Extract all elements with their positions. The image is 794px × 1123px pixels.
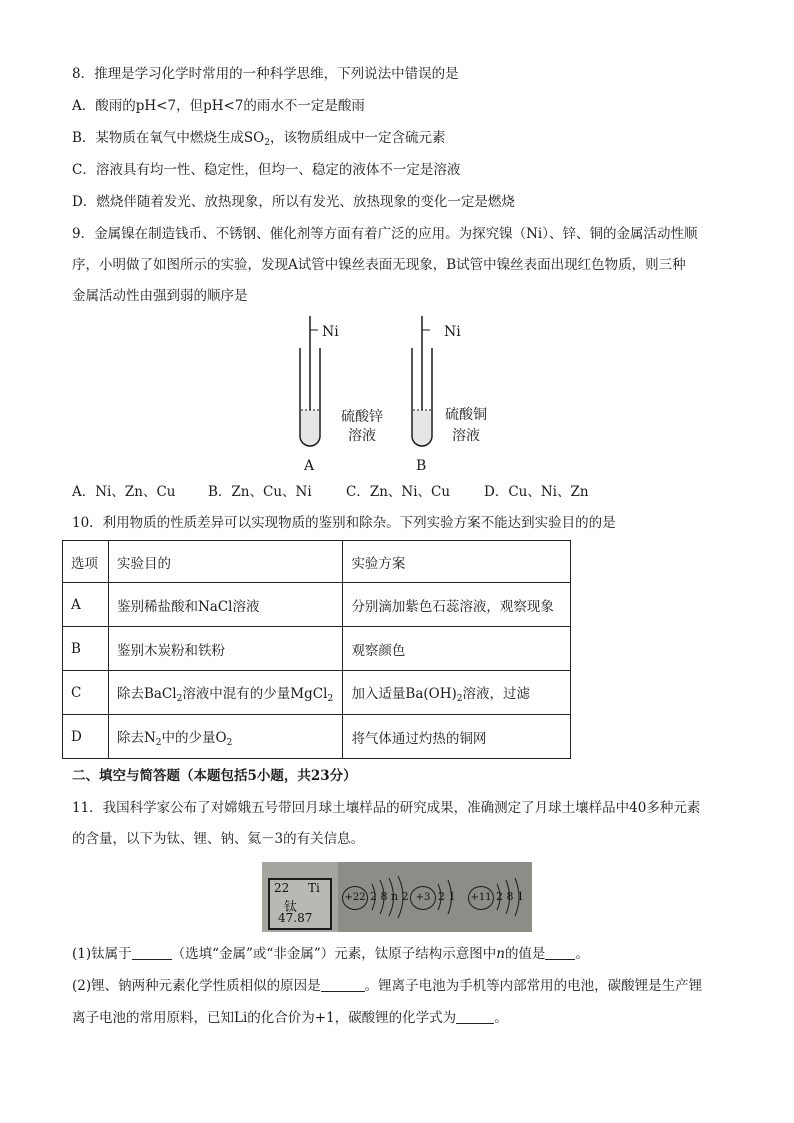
table-cell-goal: 鉴别稀盐酸和NaCl溶液 [108,583,342,627]
tube-a-label: A [304,458,315,474]
q9-option-c: C．Zn、Ni、Cu [346,484,451,500]
table-row [63,671,571,715]
tube-b-solution-label-2: 溶液 [452,428,480,444]
q9-option-b: B．Zn、Cu、Ni [208,484,312,500]
q8-option-b [72,128,445,153]
tube-b-solution [413,410,431,445]
nucleus-ti: +22 [342,886,368,910]
part-2-text: (2)锂、钠两种元素化学性质相似的原因是 [72,978,321,994]
answer-blank-2[interactable] [545,945,575,960]
shell-arc-na-3 [515,878,519,916]
q11-part-1 [72,944,589,964]
table-cell-goal [108,671,342,715]
shell-arc-na-1 [497,884,500,910]
electron-shell-arcs [262,862,532,932]
table-cell-option: C [63,671,109,715]
table-cell-plan: 将气体通过灼热的铜网 [343,715,571,759]
shell-arc-ti-1 [372,884,375,910]
part-2-text-end: 。锂离子电池为手机等内部常用的电池，碳酸锂是生产锂 [364,978,703,994]
answer-blank-3[interactable] [321,977,365,992]
tube-b [412,316,487,474]
part-1-text-mid: （选填“金属”或“非金属”）元素，钛原子结构示意图中 [171,946,497,962]
q8-option-b-text: B．某物质在氧气中燃烧生成SO [72,130,265,146]
q11-stem-line-2: 的含量，以下为钛、锂、钠、氦－3的有关信息。 [72,831,365,847]
q8-option-a: A．酸雨的pH<7，但pH<7的雨水不一定是酸雨 [72,98,365,114]
table-cell-plan: 分别滴加紫色石蕊溶液，观察现象 [343,583,571,627]
plan-text-end: 溶液，过滤 [462,685,531,702]
q8-option-d: D．燃烧伴随着发光、放热现象，所以有发光、放热现象的变化一定是燃烧 [72,194,515,210]
test-tube-figure [280,310,510,480]
table-cell-option: D [63,715,109,759]
q8-option-c: C．溶液具有均一性、稳定性，但均一、稳定的液体不一定是溶液 [72,162,461,178]
q8-option-b-subscript: 2 [264,138,270,148]
part-2-period: 。 [494,1010,508,1026]
atomic-mass: 47.87 [278,911,313,925]
q9-option-d: D．Cu、Ni、Zn [484,484,589,500]
goal-text-mid: 溶液中混有的少量MgCl [182,685,328,702]
atomic-number: 22 [274,881,290,895]
table-row [63,627,571,671]
tube-b-label: B [416,458,427,474]
table-cell-goal [108,715,342,759]
q9-stem-line-1: 9．金属镍在制造钱币、不锈钢、催化剂等方面有着广泛的应用。为探究镍（Ni）、锌、铜的金属活动性顺 [72,226,698,242]
shells-li: 2 1 [438,890,456,903]
q9-stem-line-2: 序，小明做了如图所示的实验，发现A试管中镍丝表面无现象，B试管中镍丝表面出现红色物质，则三种 [72,257,686,273]
q10-table [62,540,571,759]
q9-stem-line-3: 金属活动性由强到弱的顺序是 [72,288,248,304]
q8-stem: 8．推理是学习化学时常用的一种科学思维，下列说法中错误的是 [72,66,459,82]
table-cell-plan [343,671,571,715]
shell-arc-ti-4 [398,876,403,918]
goal-text: 除去N [116,729,156,746]
table-header-goal: 实验目的 [108,541,342,583]
q11-stem-line-1: 11．我国科学家公布了对嫦娥五号带回月球土壤样品的研究成果，准确测定了月球土壤样品中40多种元素 [72,800,701,816]
shell-arc-li-2 [448,880,452,914]
q11-part-2-cont [72,1008,508,1028]
answer-blank-1[interactable] [132,945,172,960]
tube-a-solution-label-2: 溶液 [348,428,376,444]
part-1-text: (1)钛属于 [72,946,132,962]
tube-a-solution [301,410,319,445]
goal-text-mid: 中的少量O [161,729,227,746]
table-row [63,583,571,627]
table-header-plan: 实验方案 [343,541,571,583]
part-1-period: 。 [575,946,589,962]
shells-ti: 2 8 n 2 [370,890,409,903]
q11-part-2 [72,976,702,996]
element-name: 钛 [284,900,298,915]
shell-arc-li-1 [438,884,441,910]
shell-arc-na-2 [506,880,510,914]
shell-arc-ti-3 [389,878,394,916]
table-cell-option: A [63,583,109,627]
table-cell-plan: 观察颜色 [343,627,571,671]
table-header-row [63,541,571,583]
goal-subscript-2: 2 [327,693,334,704]
element-symbol: Ti [308,881,320,895]
plan-text: 加入适量Ba(OH) [351,685,457,702]
q9-option-a: A．Ni、Zn、Cu [72,484,176,500]
goal-subscript-2: 2 [226,737,233,748]
q8-option-b-text-end: ，该物质组成中一定含硫元素 [269,130,446,146]
nucleus-li: +3 [410,886,436,910]
shells-na: 2 8 1 [496,890,524,903]
tube-b-solution-label-1: 硫酸铜 [445,407,487,423]
tube-b-wire-label: Ni [444,324,461,340]
variable-n: n [496,946,505,962]
answer-blank-4[interactable] [456,1009,494,1024]
nucleus-na: +11 [468,886,494,910]
section-heading: 二、填空与简答题（本题包括5小题，共23分） [72,768,357,784]
table-cell-option: B [63,627,109,671]
goal-subscript: 2 [176,693,183,704]
tube-a-wire-label: Ni [322,324,339,340]
goal-text: 除去BaCl [116,685,177,702]
tube-a-solution-label-1: 硫酸锌 [341,409,383,425]
tube-a [300,316,383,474]
plan-subscript: 2 [456,693,463,704]
part-2-text-cont: 离子电池的常用原料，已知Li的化合价为+1，碳酸锂的化学式为 [72,1010,457,1026]
shell-arc-ti-2 [380,880,384,914]
table-header-option: 选项 [63,541,109,583]
part-1-text-end: 的值是 [504,946,546,962]
goal-subscript: 2 [155,737,162,748]
table-cell-goal: 鉴别木炭粉和铁粉 [108,627,342,671]
q10-stem: 10．利用物质的性质差异可以实现物质的鉴别和除杂。下列实验方案不能达到实验目的的是 [72,515,616,531]
table-row [63,715,571,759]
element-info-image [262,862,532,932]
